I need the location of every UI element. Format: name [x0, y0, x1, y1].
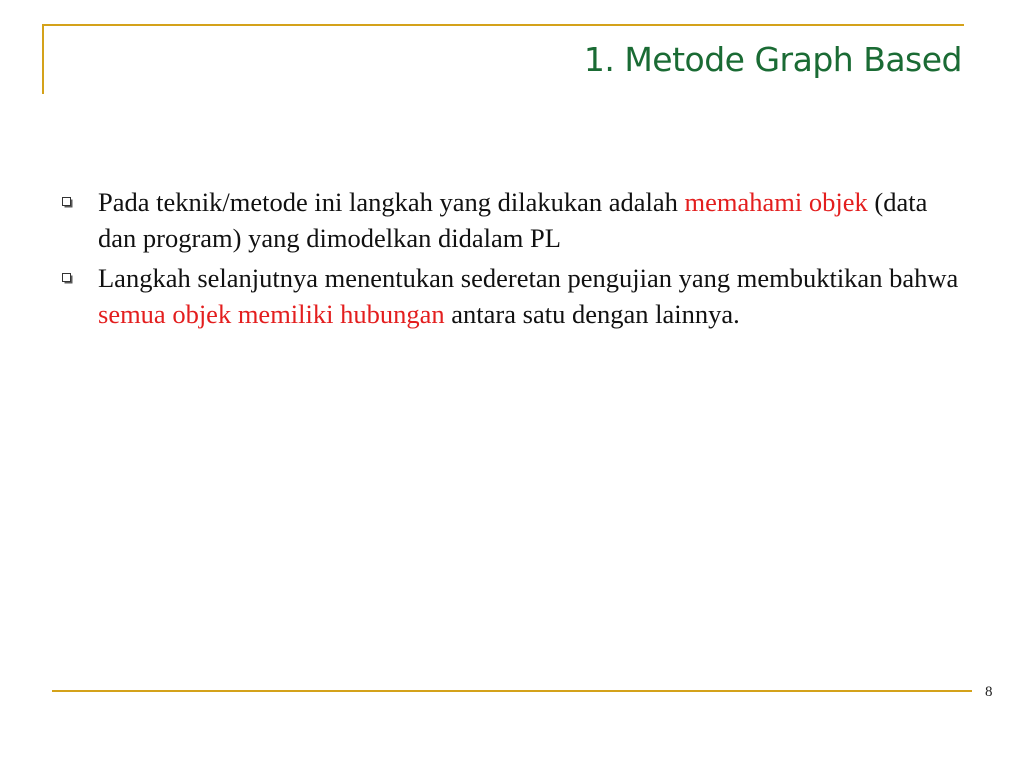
bullet-2-highlight: semua objek memiliki hubungan [98, 299, 445, 329]
footer-rule [52, 690, 972, 692]
hollow-square-bullet-icon [62, 197, 73, 208]
bullet-item-2 [60, 260, 970, 332]
hollow-square-bullet-icon [62, 273, 73, 284]
bullet-item-1 [60, 184, 970, 256]
bullet-1-highlight: memahami objek [684, 187, 868, 217]
page-number: 8 [985, 684, 993, 700]
bullet-1-text-end: (data dan program) yang dimodelkan didalam PL [98, 187, 928, 253]
bullet-2-text: Langkah selanjutnya menentukan sederetan pengujian yang membuktikan bahwa [98, 263, 959, 293]
bullet-1-text: Pada teknik/metode ini langkah yang dilakukan adalah [98, 187, 685, 217]
bullet-2-text-end: antara satu dengan lainnya. [444, 299, 740, 329]
frame-top-rule [42, 24, 964, 26]
bullet-list [60, 184, 970, 336]
slide-title: 1. Metode Graph Based [583, 40, 962, 79]
frame-left-rule [42, 24, 44, 94]
